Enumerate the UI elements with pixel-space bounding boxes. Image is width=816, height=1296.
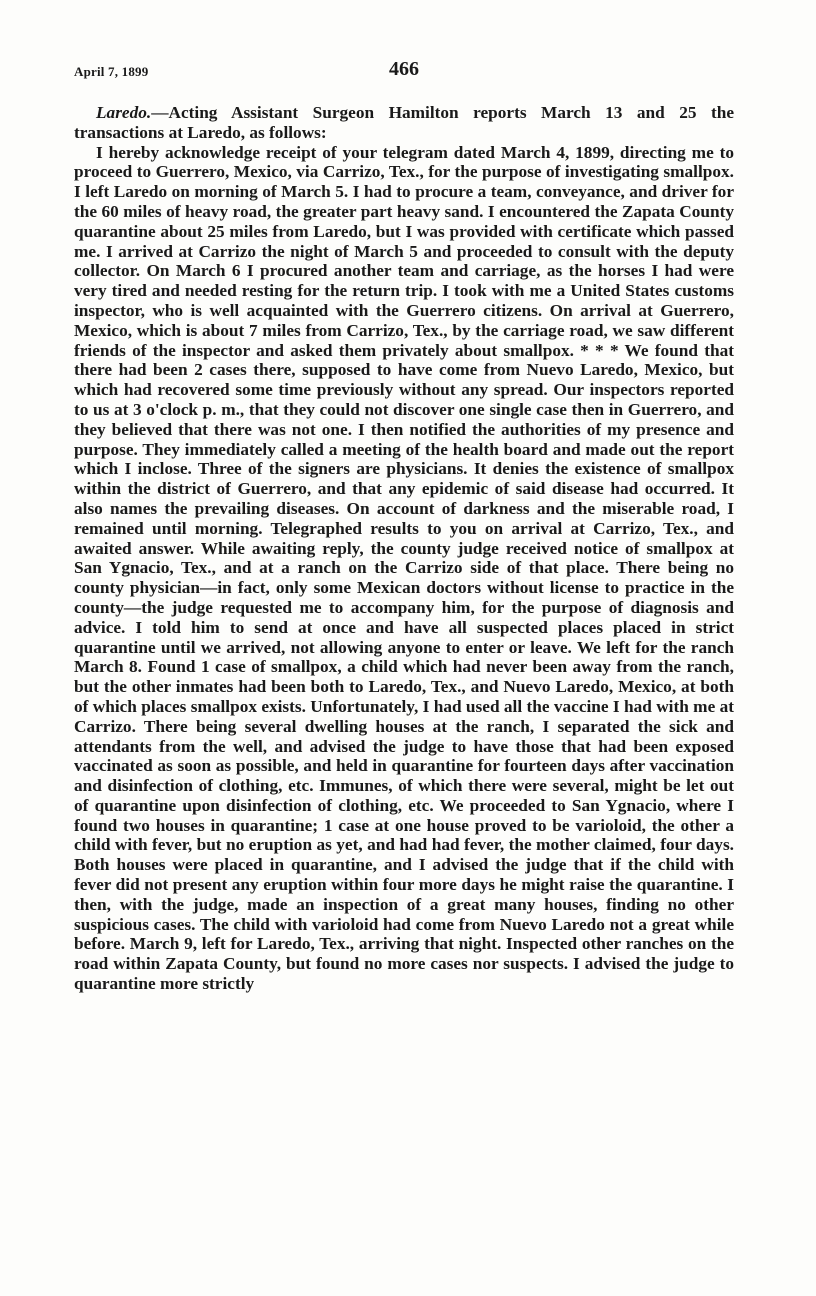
intro-paragraph <box>74 103 734 143</box>
letter-paragraph: I hereby acknowledge receipt of your telegram dated March 4, 1899, directing me to proceed to Guerrero, Mexico, via Carrizo, Tex., for the purpose of investigating smallpox. I left Laredo on morning of March 5. I had to procure a team, conveyance, and driver for the 60 miles of heavy road, the greater part heavy sand. I encountered the Zapata County quarantine about 25 miles from Laredo, but I was provided with certificate which passed me. I arrived at Carrizo the night of March 5 and proceeded to consult with the deputy collector. On March 6 I procured another team and carriage, as the horses I had were very tired and needed resting for the return trip. I took with me a United States customs inspector, who is well acquainted with the Guerrero citizens. On arrival at Guerrero, Mexico, which is about 7 miles from Carrizo, Tex., by the carriage road, we saw different friends of the inspector and asked them privately about smallpox. * * * We found that there had been 2 cases there, supposed to have come from Nuevo Laredo, Mexico, but which had recovered some time previously without any spread. Our inspectors reported to us at 3 o'clock p. m., that they could not discover one single case then in Guerrero, and they believed that there was not one. I then notified the authorities of my presence and purpose. They immediately called a meeting of the health board and made out the report which I inclose. Three of the signers are physicians. It denies the existence of smallpox within the district of Guerrero, and that any epidemic of said disease had occurred. It also names the prevailing diseases. On account of darkness and the miserable road, I remained until morning. Telegraphed results to you on arrival at Carrizo, Tex., and awaited answer. While awaiting reply, the county judge received notice of smallpox at San Ygnacio, Tex., and at a ranch on the Carrizo side of that place. There being no county physician—in fact, only some Mexican doctors without license to practice in the county—the judge requested me to accompany him, for the purpose of diagnosis and advice. I told him to send at once and have all suspected places placed in strict quarantine until we arrived, not allowing anyone to enter or leave. We left for the ranch March 8. Found 1 case of smallpox, a child which had never been away from the ranch, but the other inmates had been both to Laredo, Tex., and Nuevo Laredo, Mexico, at both of which places smallpox exists. Unfortunately, I had used all the vaccine I had with me at Carrizo. There being several dwelling houses at the ranch, I separated the sick and attendants from the well, and advised the judge to have those that had been exposed vaccinated as soon as possible, and held in quarantine for fourteen days after vaccination and disinfection of clothing, etc. Immunes, of which there were several, might be let out of quarantine upon disinfection of clothing, etc. We proceeded to San Ygnacio, where I found two houses in quarantine; 1 case at one house proved to be varioloid, the other a child with fever, but no eruption as yet, and had had fever, the mother claimed, four days. Both houses were placed in quarantine, and I advised the judge that if the child with fever did not present any eruption within four more days he might raise the quarantine. I then, with the judge, made an inspection of a great many houses, finding no other suspicious cases. The child with varioloid had come from Nuevo Laredo not a great while before. March 9, left for Laredo, Tex., arriving that night. Inspected other ranches on the road within Zapata County, but found no more cases nor suspects. I advised the judge to quarantine more strictly <box>74 142 734 994</box>
place-heading: Laredo. <box>96 103 152 122</box>
report-body <box>74 103 734 994</box>
issue-date: April 7, 1899 <box>74 64 149 79</box>
page-number: 466 <box>389 58 419 80</box>
page-header <box>74 58 734 88</box>
intro-text: —Acting Assistant Surgeon Hamilton reports March 13 and 25 the transactions at Laredo, as follows: <box>74 103 734 142</box>
